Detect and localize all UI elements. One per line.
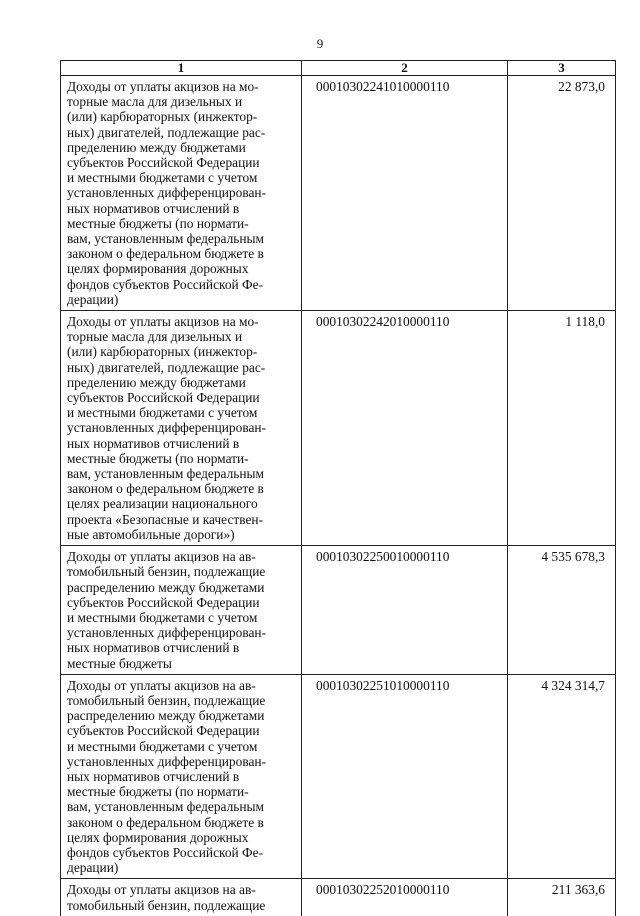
page-number: 9 [316, 36, 324, 51]
table-row [61, 76, 616, 311]
table-row [61, 879, 616, 916]
budget-classification-code: 00010302252010000110 [302, 879, 508, 916]
revenue-description: Доходы от уплаты акцизов на мо- торные масла для дизельных и (или) карбюраторных (инжектор- ных) двигателей, подлежащие рас- пределению между бюджетами субъектов Российской Федерации и местными бюджетами с учетом установленных дифференцирован- ных нормативов отчислений в местные бюджеты (по нормати- вам, установленным федеральным законом о федеральном бюджете в целях формирования дорожных фондов субъектов Российской Фе- дерации) [61, 76, 302, 311]
revenue-description: Доходы от уплаты акцизов на ав- томобильный бензин, подлежащие распределению между бюджетами субъектов Российской Федерации и местными бюджетами с учетом установленных дифференцирован- ных нормативов отчислений в местные бюджеты (по нормати- вам, установленным федеральным законом о федеральном бюджете в целях формирования дорожных фондов субъектов Российской Фе- дерации) [61, 674, 302, 879]
revenue-description: Доходы от уплаты акцизов на мо- торные масла для дизельных и (или) карбюраторных (инжектор- ных) двигателей, подлежащие рас- пределению между бюджетами субъектов Российской Федерации и местными бюджетами с учетом установленных дифференцирован- ных нормативов отчислений в местные бюджеты (по нормати- вам, установленным федеральным законом о федеральном бюджете в целях реализации национального проекта «Безопасные и качествен- ные автомобильные дороги») [61, 311, 302, 546]
column-header-3: 3 [508, 61, 616, 76]
column-header-2: 2 [302, 61, 508, 76]
revenue-amount: 22 873,0 [508, 76, 616, 311]
budget-classification-code: 00010302250010000110 [302, 546, 508, 675]
revenue-amount: 1 118,0 [508, 311, 616, 546]
revenue-amount: 211 363,6 [508, 879, 616, 916]
budget-classification-code: 00010302251010000110 [302, 674, 508, 879]
budget-classification-code: 00010302242010000110 [302, 311, 508, 546]
column-header-1: 1 [61, 61, 302, 76]
table-row [61, 311, 616, 546]
revenue-description: Доходы от уплаты акцизов на ав- томобильный бензин, подлежащие [61, 879, 302, 916]
table-header-row [61, 61, 616, 76]
table-row [61, 674, 616, 879]
revenue-description: Доходы от уплаты акцизов на ав- томобильный бензин, подлежащие распределению между бюджетами субъектов Российской Федерации и местными бюджетами с учетом установленных дифференцирован- ных нормативов отчислений в местные бюджеты [61, 546, 302, 675]
revenue-amount: 4 535 678,3 [508, 546, 616, 675]
budget-revenue-table [60, 60, 616, 916]
table-row [61, 546, 616, 675]
budget-classification-code: 00010302241010000110 [302, 76, 508, 311]
revenue-amount: 4 324 314,7 [508, 674, 616, 879]
